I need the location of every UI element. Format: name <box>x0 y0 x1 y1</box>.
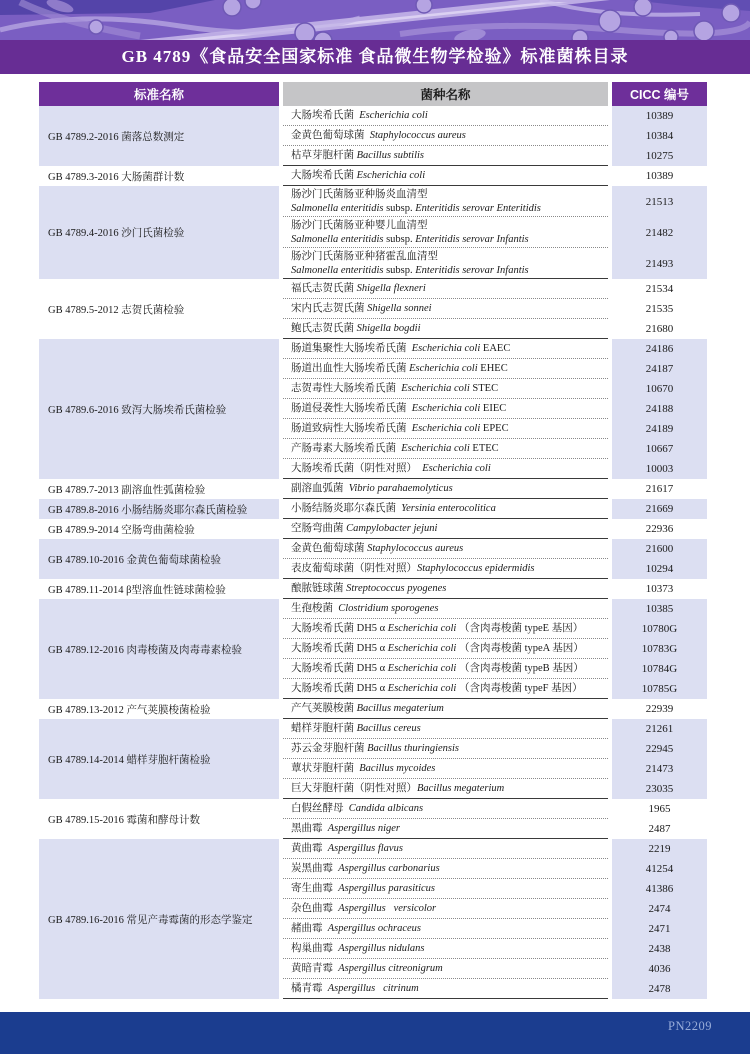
table-row <box>39 839 707 859</box>
table-row <box>39 799 707 819</box>
strain-name-cell: 苏云金芽胞杆菌 Bacillus thuringiensis <box>283 739 608 759</box>
strain-name-cell: 巨大芽胞杆菌（阴性对照）Bacillus megaterium <box>283 779 608 799</box>
cicc-number-cell: 21534 <box>612 279 707 299</box>
standard-name-cell: GB 4789.3-2016 大肠菌群计数 <box>39 166 279 186</box>
strain-name-cell: 构巢曲霉 Aspergillus nidulans <box>283 939 608 959</box>
strain-name-cell: 酿脓链球菌 Streptococcus pyogenes <box>283 579 608 599</box>
table-header-row <box>39 82 707 106</box>
strain-name-cell: 金黄色葡萄球菌 Staphylococcus aureus <box>283 126 608 146</box>
cicc-number-cell: 10667 <box>612 439 707 459</box>
strain-name-cell: 寄生曲霉 Aspergillus parasiticus <box>283 879 608 899</box>
strain-name-cell: 赭曲霉 Aspergillus ochraceus <box>283 919 608 939</box>
strain-name-cell: 蜡样芽胞杆菌 Bacillus cereus <box>283 719 608 739</box>
cicc-number-cell: 21493 <box>612 248 707 279</box>
column-header-strain-name: 菌种名称 <box>283 82 608 106</box>
cicc-number-cell: 21680 <box>612 319 707 339</box>
cicc-number-cell: 24186 <box>612 339 707 359</box>
cicc-number-cell: 10670 <box>612 379 707 399</box>
cicc-number-cell: 21535 <box>612 299 707 319</box>
cicc-number-cell: 10385 <box>612 599 707 619</box>
cicc-number-cell: 21473 <box>612 759 707 779</box>
strain-name-cell: 肠沙门氏菌肠亚种猪霍乱血清型 Salmonella enteritidis subsp. Enteritidis serovar Infantis <box>283 248 608 279</box>
strain-name-cell: 大肠埃希氏菌 DH5 α Escherichia coli （含肉毒梭菌 typeF 基因） <box>283 679 608 699</box>
cicc-number-cell: 41254 <box>612 859 707 879</box>
cicc-number-cell: 1965 <box>612 799 707 819</box>
cicc-number-cell: 10275 <box>612 146 707 166</box>
standard-name-cell: GB 4789.4-2016 沙门氏菌检验 <box>39 186 279 279</box>
cicc-number-cell: 10389 <box>612 106 707 126</box>
cicc-number-cell: 10389 <box>612 166 707 186</box>
table-row <box>39 699 707 719</box>
strain-name-cell: 黑曲霉 Aspergillus niger <box>283 819 608 839</box>
standard-name-cell: GB 4789.13-2012 产气荚膜梭菌检验 <box>39 699 279 719</box>
strain-name-cell: 大肠埃希氏菌 DH5 α Escherichia coli （含肉毒梭菌 typeB 基因） <box>283 659 608 679</box>
bacteria-micrograph-graphic <box>0 0 750 40</box>
cicc-number-cell: 2474 <box>612 899 707 919</box>
cicc-number-cell: 2478 <box>612 979 707 999</box>
cicc-number-cell: 24189 <box>612 419 707 439</box>
cicc-number-cell: 41386 <box>612 879 707 899</box>
strain-name-cell: 大肠埃希氏菌 DH5 α Escherichia coli （含肉毒梭菌 typeE 基因） <box>283 619 608 639</box>
standard-name-cell: GB 4789.9-2014 空肠弯曲菌检验 <box>39 519 279 539</box>
standard-name-cell: GB 4789.7-2013 副溶血性弧菌检验 <box>39 479 279 499</box>
strain-name-cell: 肠道致病性大肠埃希氏菌 Escherichia coli EPEC <box>283 419 608 439</box>
bacteria-banner-image <box>0 0 750 40</box>
strain-name-cell: 黄曲霉 Aspergillus flavus <box>283 839 608 859</box>
table-row <box>39 719 707 739</box>
column-header-cicc-number: CICC 编号 <box>612 82 707 106</box>
table-row <box>39 279 707 299</box>
standard-name-cell: GB 4789.10-2016 金黄色葡萄球菌检验 <box>39 539 279 579</box>
cicc-number-cell: 21482 <box>612 217 707 248</box>
cicc-number-cell: 21261 <box>612 719 707 739</box>
strain-name-cell: 橘青霉 Aspergillus citrinum <box>283 979 608 999</box>
cicc-number-cell: 21669 <box>612 499 707 519</box>
cicc-number-cell: 21513 <box>612 186 707 217</box>
table-row <box>39 339 707 359</box>
strain-name-cell: 黄暗青霉 Aspergillus citreonigrum <box>283 959 608 979</box>
table-row <box>39 499 707 519</box>
cicc-number-cell: 2487 <box>612 819 707 839</box>
strain-name-cell: 大肠埃希氏菌 Escherichia coli <box>283 166 608 186</box>
strain-name-cell: 大肠埃希氏菌 DH5 α Escherichia coli （含肉毒梭菌 typeA 基因） <box>283 639 608 659</box>
cicc-number-cell: 2471 <box>612 919 707 939</box>
strain-name-cell: 鲍氏志贺氏菌 Shigella bogdii <box>283 319 608 339</box>
cicc-number-cell: 23035 <box>612 779 707 799</box>
cicc-number-cell: 10384 <box>612 126 707 146</box>
table-row <box>39 186 707 217</box>
table-row <box>39 106 707 126</box>
strain-name-cell: 蕈状芽胞杆菌 Bacillus mycoides <box>283 759 608 779</box>
cicc-number-cell: 2219 <box>612 839 707 859</box>
page-title: GB 4789《食品安全国家标准 食品微生物学检验》标准菌株目录 <box>0 40 750 74</box>
strain-catalog-table <box>35 82 750 999</box>
strain-name-cell: 炭黑曲霉 Aspergillus carbonarius <box>283 859 608 879</box>
cicc-number-cell: 21617 <box>612 479 707 499</box>
strain-name-cell: 产肠毒素大肠埃希氏菌 Escherichia coli ETEC <box>283 439 608 459</box>
table-row <box>39 579 707 599</box>
standard-name-cell: GB 4789.15-2016 霉菌和酵母计数 <box>39 799 279 839</box>
strain-name-cell: 大肠埃希氏菌（阴性对照） Escherichia coli <box>283 459 608 479</box>
standard-name-cell: GB 4789.2-2016 菌落总数测定 <box>39 106 279 166</box>
strain-name-cell: 肠沙门氏菌肠亚种婴儿血清型 Salmonella enteritidis subsp. Enteritidis serovar Infantis <box>283 217 608 248</box>
cicc-number-cell: 21600 <box>612 539 707 559</box>
strain-name-cell: 肠沙门氏菌肠亚种肠炎血清型 Salmonella enteritidis subsp. Enteritidis serovar Enteritidis <box>283 186 608 217</box>
strain-name-cell: 白假丝酵母 Candida albicans <box>283 799 608 819</box>
standard-name-cell: GB 4789.5-2012 志贺氏菌检验 <box>39 279 279 339</box>
strain-name-cell: 福氏志贺氏菌 Shigella flexneri <box>283 279 608 299</box>
table-row <box>39 599 707 619</box>
cicc-number-cell: 22936 <box>612 519 707 539</box>
standard-name-cell: GB 4789.14-2014 蜡样芽胞杆菌检验 <box>39 719 279 799</box>
cicc-number-cell: 10784G <box>612 659 707 679</box>
cicc-number-cell: 22939 <box>612 699 707 719</box>
cicc-number-cell: 10294 <box>612 559 707 579</box>
table-row <box>39 166 707 186</box>
footer-bar <box>0 1012 750 1054</box>
strain-name-cell: 大肠埃希氏菌 Escherichia coli <box>283 106 608 126</box>
cicc-number-cell: 2438 <box>612 939 707 959</box>
cicc-number-cell: 10783G <box>612 639 707 659</box>
strain-name-cell: 肠道集聚性大肠埃希氏菌 Escherichia coli EAEC <box>283 339 608 359</box>
cicc-number-cell: 10785G <box>612 679 707 699</box>
standard-name-cell: GB 4789.6-2016 致泻大肠埃希氏菌检验 <box>39 339 279 479</box>
table-row <box>39 519 707 539</box>
strain-name-cell: 志贺毒性大肠埃希氏菌 Escherichia coli STEC <box>283 379 608 399</box>
strain-name-cell: 生孢梭菌 Clostridium sporogenes <box>283 599 608 619</box>
cicc-number-cell: 22945 <box>612 739 707 759</box>
cicc-number-cell: 24188 <box>612 399 707 419</box>
column-header-standard-name: 标准名称 <box>39 82 279 106</box>
standard-name-cell: GB 4789.8-2016 小肠结肠炎耶尔森氏菌检验 <box>39 499 279 519</box>
strain-name-cell: 肠道出血性大肠埃希氏菌 Escherichia coli EHEC <box>283 359 608 379</box>
standard-name-cell: GB 4789.12-2016 肉毒梭菌及肉毒毒素检验 <box>39 599 279 699</box>
strain-name-cell: 空肠弯曲菌 Campylobacter jejuni <box>283 519 608 539</box>
strain-name-cell: 金黄色葡萄球菌 Staphylococcus aureus <box>283 539 608 559</box>
strain-name-cell: 表皮葡萄球菌（阴性对照）Staphylococcus epidermidis <box>283 559 608 579</box>
strain-name-cell: 副溶血弧菌 Vibrio parahaemolyticus <box>283 479 608 499</box>
strain-name-cell: 枯草芽胞杆菌 Bacillus subtilis <box>283 146 608 166</box>
cicc-number-cell: 10003 <box>612 459 707 479</box>
table-row <box>39 539 707 559</box>
footer-code: PN2209 <box>668 1019 712 1033</box>
cicc-number-cell: 10373 <box>612 579 707 599</box>
strain-name-cell: 宋内氏志贺氏菌 Shigella sonnei <box>283 299 608 319</box>
cicc-number-cell: 10780G <box>612 619 707 639</box>
cicc-number-cell: 24187 <box>612 359 707 379</box>
strain-name-cell: 小肠结肠炎耶尔森氏菌 Yersinia enterocolitica <box>283 499 608 519</box>
strain-name-cell: 杂色曲霉 Aspergillus versicolor <box>283 899 608 919</box>
strain-name-cell: 产气荚膜梭菌 Bacillus megaterium <box>283 699 608 719</box>
strain-name-cell: 肠道侵袭性大肠埃希氏菌 Escherichia coli EIEC <box>283 399 608 419</box>
table-row <box>39 479 707 499</box>
standard-name-cell: GB 4789.11-2014 β型溶血性链球菌检验 <box>39 579 279 599</box>
standard-name-cell: GB 4789.16-2016 常见产毒霉菌的形态学鉴定 <box>39 839 279 999</box>
cicc-number-cell: 4036 <box>612 959 707 979</box>
